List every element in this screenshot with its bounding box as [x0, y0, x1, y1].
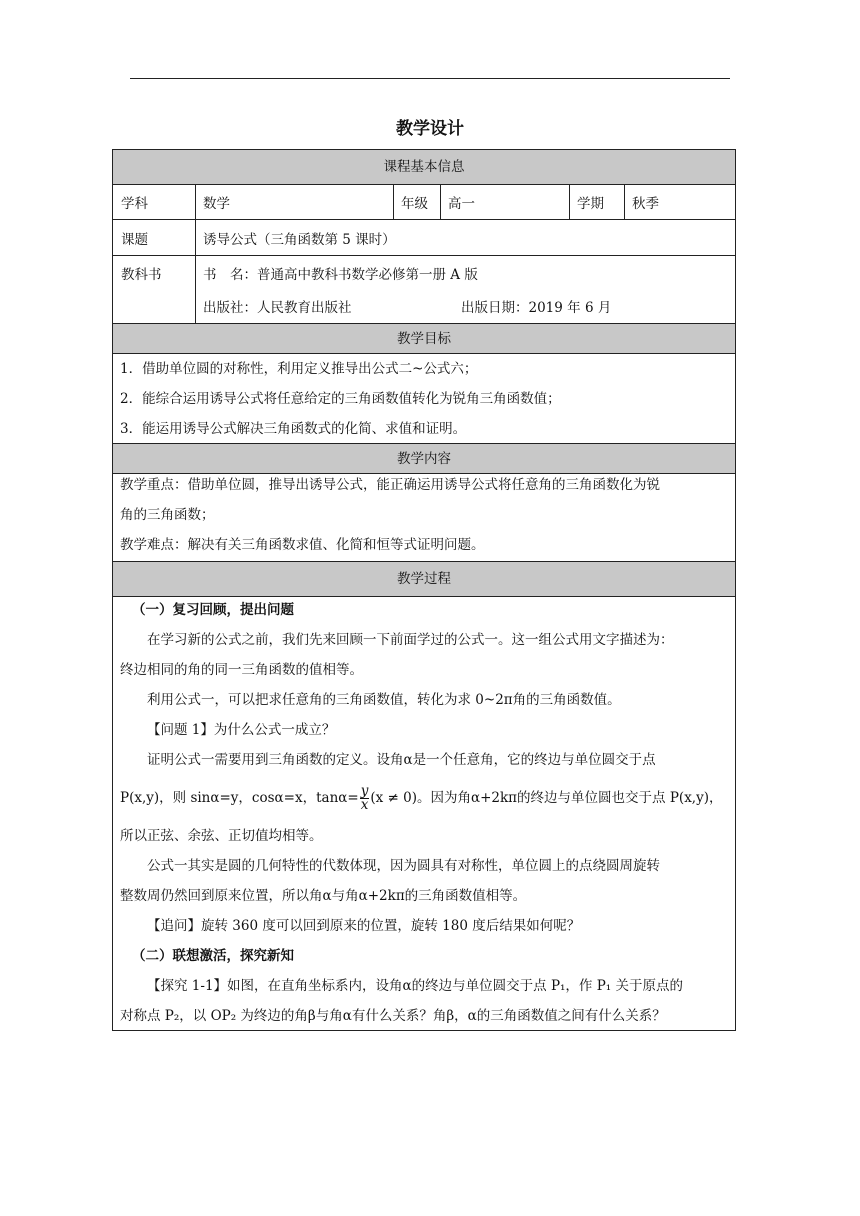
exploration-1-1-cont: 对称点 P₂，以 OP₂ 为终边的角β与角α有什么关系？角β，α的三角函数值之间有什么关系？ — [120, 1008, 666, 1024]
topic-label: 课题 — [121, 231, 148, 248]
term-value: 秋季 — [632, 196, 659, 212]
header-rule — [130, 78, 730, 79]
key-points-text-cont: 角的三角函数； — [120, 507, 215, 523]
lesson-plan-table — [112, 149, 736, 1031]
follow-up-question: 【追问】旋转 360 度可以回到原来的位置，旋转 180 度后结果如何呢？ — [147, 918, 581, 934]
paragraph: 利用公式一，可以把求任意角的三角函数值，转化为求 0~2π角的三角函数值。 — [147, 692, 621, 708]
textbook-publisher: 出版社：人民教育出版社 — [203, 300, 352, 316]
section-title: （二）联想激活，探究新知 — [132, 948, 294, 964]
paragraph: 证明公式一需要用到三角函数的定义。设角α是一个任意角，它的终边与单位圆交于点 — [147, 752, 656, 768]
basic-info-header: 课程基本信息 — [113, 150, 735, 185]
paragraph-cont: 整数周仍然回到原来位置，所以角α与角α+2kπ的三角函数值相等。 — [120, 888, 527, 904]
fraction-denominator: x — [360, 797, 369, 813]
paragraph: 公式一其实是圆的几何特性的代数体现，因为圆具有对称性，单位圆上的点绕圆周旋转 — [147, 858, 660, 874]
objectives-list — [113, 354, 735, 444]
paragraph: 在学习新的公式之前，我们先来回顾一下前面学过的公式一。这一组公式用文字描述为： — [147, 632, 674, 648]
document-title: 教学设计 — [396, 119, 464, 139]
fraction-condition: (x ≠ 0) — [370, 790, 417, 806]
content-block — [113, 470, 735, 562]
fraction-numerator: y — [360, 783, 369, 799]
objective-item: 1．借助单位圆的对称性，利用定义推导出公式二~公式六； — [120, 361, 478, 377]
topic-value: 诱导公式（三角函数第 5 课时） — [203, 231, 396, 248]
subject-value: 数学 — [203, 196, 230, 212]
textbook-label: 教科书 — [121, 267, 162, 283]
tan-fraction — [360, 785, 370, 812]
section-title: （一）复习回顾，提出问题 — [132, 602, 294, 618]
process-header: 教学过程 — [113, 562, 735, 597]
content-header: 教学内容 — [113, 444, 735, 474]
textbook-pub-date: 出版日期：2019 年 6 月 — [461, 300, 612, 316]
objectives-header: 教学目标 — [113, 324, 735, 354]
difficulties-text: 教学难点：解决有关三角函数求值、化简和恒等式证明问题。 — [120, 537, 485, 553]
paragraph-cont: 终边相同的角的同一三角函数的值相等。 — [120, 662, 363, 678]
objective-item: 2．能综合运用诱导公式将任意给定的三角函数值转化为锐角三角函数值； — [120, 391, 561, 407]
process-block — [113, 595, 735, 1031]
topic-row — [113, 220, 735, 256]
formula-text-cont: 。因为角α+2kπ的终边与单位圆也交于点 P(x,y)， — [416, 790, 723, 806]
paragraph-cont: 所以正弦、余弦、正切值均相等。 — [120, 828, 323, 844]
key-points-text: 教学重点：借助单位圆，推导出诱导公式，能正确运用诱导公式将任意角的三角函数化为锐 — [120, 477, 660, 493]
subject-label: 学科 — [121, 196, 148, 212]
textbook-row — [113, 256, 735, 324]
formula-line — [120, 775, 728, 821]
subject-row — [113, 185, 735, 220]
term-label: 学期 — [577, 196, 604, 212]
textbook-name: 书 名：普通高中教科书数学必修第一册 A 版 — [203, 267, 478, 283]
grade-label: 年级 — [401, 196, 428, 212]
question-1: 【问题 1】为什么公式一成立？ — [147, 722, 336, 738]
objective-item: 3．能运用诱导公式解决三角函数式的化简、求值和证明。 — [120, 421, 467, 437]
exploration-1-1: 【探究 1-1】如图，在直角坐标系内，设角α的终边与单位圆交于点 P₁，作 P₁ 关于原点的 — [147, 978, 684, 994]
grade-value: 高一 — [448, 196, 475, 212]
formula-text: P(x,y)，则 sinα=y，cosα=x，tanα= — [120, 790, 359, 806]
